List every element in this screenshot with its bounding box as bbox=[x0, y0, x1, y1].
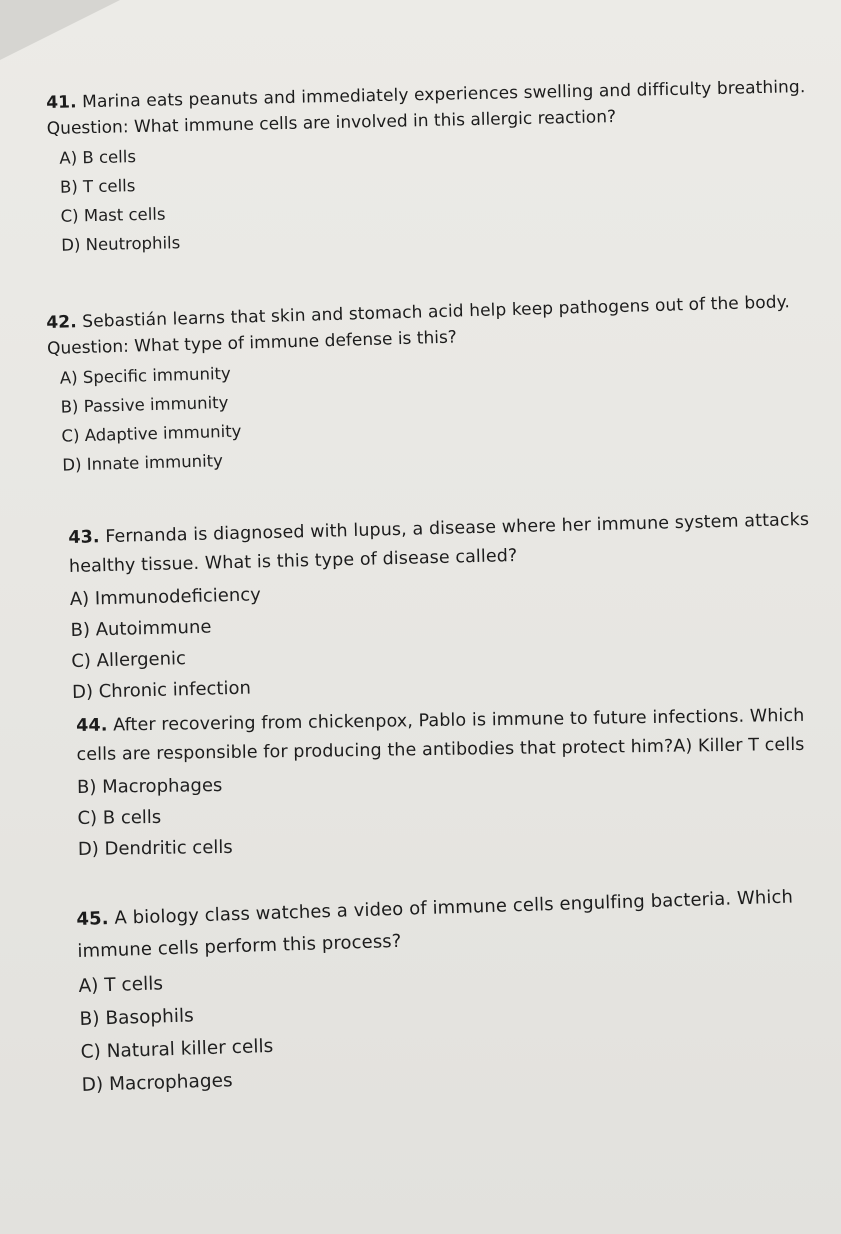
question-45-number: 45. bbox=[76, 907, 109, 930]
question-43 bbox=[68, 505, 841, 708]
question-44-option-b: B) Macrophages bbox=[76, 774, 223, 798]
question-43-option-d: D) Chronic infection bbox=[71, 677, 252, 703]
question-45-option-b: B) Basophils bbox=[79, 1005, 195, 1030]
question-45-option-a: A) T cells bbox=[78, 973, 164, 997]
question-42-question: Question: What type of immune defense is this? bbox=[46, 327, 458, 359]
question-43-option-b: B) Autoimmune bbox=[70, 616, 212, 641]
question-41-option-b: B) T cells bbox=[59, 176, 136, 197]
question-42-options bbox=[48, 342, 821, 479]
question-44 bbox=[76, 701, 841, 865]
question-41 bbox=[46, 74, 819, 260]
question-42-text: Sebastián learns that skin and stomach acid help keep pathogens out of the body. bbox=[82, 292, 791, 332]
question-44-prompt bbox=[76, 701, 841, 770]
question-41-text: Marina eats peanuts and immediately experiences swelling and difficulty breathing. bbox=[81, 77, 806, 113]
question-41-options bbox=[47, 128, 819, 260]
question-44-options bbox=[77, 761, 841, 865]
question-42-option-a: A) Specific immunity bbox=[59, 363, 232, 388]
question-41-question: Question: What immune cells are involved in this allergic reaction? bbox=[46, 107, 617, 139]
question-45-text: A biology class watches a video of immune cells engulfing bacteria. Which immune cells perform this process? bbox=[77, 886, 794, 962]
question-42-option-b: B) Passive immunity bbox=[60, 392, 229, 417]
question-42-option-d: D) Innate immunity bbox=[62, 451, 224, 475]
question-44-text: After recovering from chickenpox, Pablo is immune to future infections. Which cells are responsible for producing the antibodies that protect him?A) Killer T cells bbox=[76, 705, 805, 765]
question-43-options bbox=[69, 565, 841, 708]
question-45 bbox=[76, 880, 841, 1102]
question-41-option-a: A) B cells bbox=[59, 147, 137, 168]
question-42-number: 42. bbox=[46, 312, 78, 333]
question-41-option-c: C) Mast cells bbox=[60, 204, 166, 226]
question-44-number: 44. bbox=[76, 715, 108, 736]
question-44-option-d: D) Dendritic cells bbox=[77, 836, 233, 860]
question-42 bbox=[46, 289, 820, 480]
question-43-option-c: C) Allergenic bbox=[71, 648, 187, 672]
question-44-option-c: C) B cells bbox=[77, 806, 162, 829]
question-41-option-d: D) Neutrophils bbox=[61, 233, 181, 255]
question-43-option-a: A) Immunodeficiency bbox=[69, 584, 262, 610]
question-45-option-d: D) Macrophages bbox=[81, 1070, 233, 1096]
question-43-number: 43. bbox=[68, 527, 100, 548]
question-45-option-c: C) Natural killer cells bbox=[80, 1035, 274, 1063]
question-42-option-c: C) Adaptive immunity bbox=[61, 421, 242, 446]
question-43-text: Fernanda is diagnosed with lupus, a disease where her immune system attacks healthy tissue. What is this type of disease called? bbox=[68, 509, 810, 577]
question-45-options bbox=[78, 946, 841, 1102]
question-41-number: 41. bbox=[46, 92, 77, 113]
page-corner-shadow bbox=[0, 0, 120, 60]
